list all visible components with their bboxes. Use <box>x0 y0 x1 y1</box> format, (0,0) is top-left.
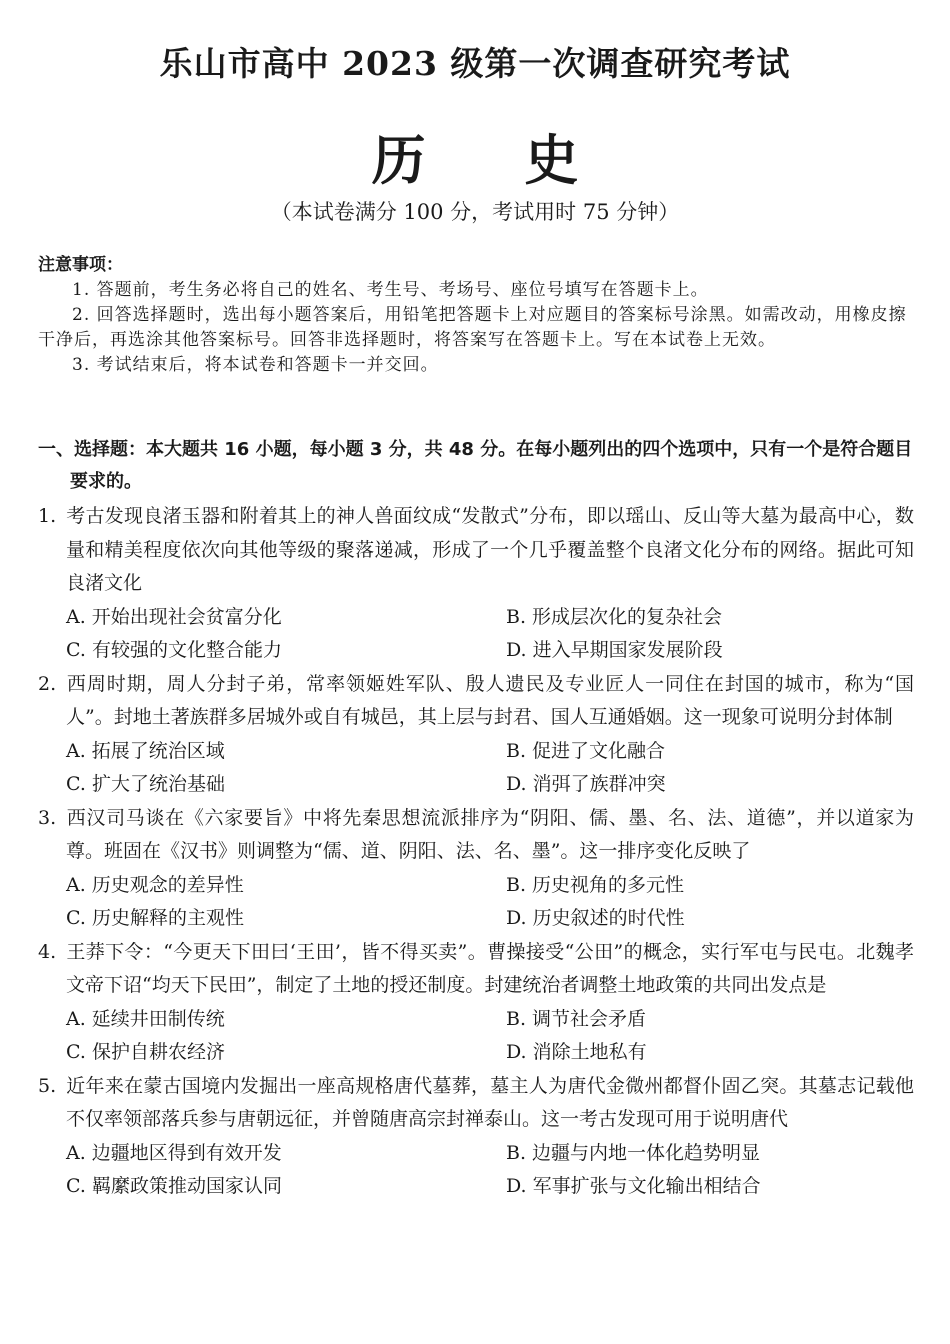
section-heading: 一、选择题：本大题共 16 小题，每小题 3 分，共 48 分。在每小题列出的四个选项中，只有一个是符合题目要求的。 <box>38 439 913 492</box>
option-a: A. 拓展了统治区域 <box>66 739 225 762</box>
option-c: C. 羁縻政策推动国家认同 <box>66 1175 282 1197</box>
option-d: D. 消弭了族群冲突 <box>506 773 666 795</box>
question-list <box>38 500 914 1204</box>
question-number: 1. <box>38 505 57 527</box>
exam-title: 乐山市高中 2023 级第一次调查研究考试 <box>159 44 791 83</box>
subject-title: 历 史 <box>371 128 619 192</box>
notes-heading: 注意事项： <box>38 255 123 275</box>
question-text: 王莽下令：“今更天下田曰‘王田’，皆不得买卖”。曹操接受“公田”的概念，实行军屯与民屯。北魏孝文帝下诏“均天下民田”，制定了土地的授还制度。封建统治者调整土地政策的共同出发点是 <box>66 940 914 996</box>
option-c: C. 扩大了统治基础 <box>66 773 225 795</box>
option-b: B. 调节社会矛盾 <box>506 1007 647 1030</box>
option-b: B. 边疆与内地一体化趋势明显 <box>506 1141 761 1164</box>
question-stem <box>38 668 914 735</box>
option-a: A. 延续井田制传统 <box>66 1007 225 1030</box>
question-4 <box>38 936 914 1070</box>
option-d: D. 消除土地私有 <box>506 1041 647 1063</box>
exam-info: （本试卷满分 100 分，考试用时 75 分钟） <box>270 200 680 224</box>
note-item: 3. 考试结束后，将本试卷和答题卡一并交回。 <box>72 355 439 375</box>
option-a: A. 历史观念的差异性 <box>66 873 244 896</box>
question-number: 3. <box>38 806 57 829</box>
option-b: B. 历史视角的多元性 <box>506 873 685 896</box>
question-text: 考古发现良渚玉器和附着其上的神人兽面纹成“发散式”分布，即以瑶山、反山等大墓为最高中心，数量和精美程度依次向其他等级的聚落递减，形成了一个几乎覆盖整个良渚文化分布的网络。据此可知良渚文化 <box>66 505 914 594</box>
option-list <box>38 1137 914 1204</box>
option-c: C. 有较强的文化整合能力 <box>66 639 282 661</box>
question-5 <box>38 1070 914 1204</box>
question-text: 西周时期，周人分封子弟，常率领姬姓军队、殷人遗民及专业匠人一同住在封国的城市，称为“国人”。封地土著族群多居城外或自有城邑，其上层与封君、国人互通婚姻。这一现象可说明分封体制 <box>66 672 914 728</box>
question-number: 5. <box>38 1074 57 1097</box>
option-a: A. 边疆地区得到有效开发 <box>66 1141 282 1164</box>
option-c: C. 保护自耕农经济 <box>66 1041 225 1063</box>
option-list <box>38 735 914 802</box>
question-2 <box>38 668 914 802</box>
option-list <box>38 1003 914 1070</box>
option-b: B. 促进了文化融合 <box>506 739 666 762</box>
question-stem <box>38 802 914 869</box>
option-c: C. 历史解释的主观性 <box>66 907 244 929</box>
option-a: A. 开始出现社会贫富分化 <box>66 605 282 628</box>
option-list <box>38 601 914 668</box>
page-bottom-crop <box>0 1288 950 1344</box>
question-stem <box>38 936 914 1003</box>
question-number: 4. <box>38 940 57 963</box>
question-number: 2. <box>38 672 57 695</box>
question-1 <box>38 500 914 668</box>
question-stem <box>38 1070 914 1137</box>
option-list <box>38 869 914 936</box>
question-stem <box>38 500 914 601</box>
question-text: 近年来在蒙古国境内发掘出一座高规格唐代墓葬，墓主人为唐代金微州都督仆固乙突。其墓志记载他不仅率领部落兵参与唐朝远征，并曾随唐高宗封禅泰山。这一考古发现可用于说明唐代 <box>66 1074 914 1130</box>
option-d: D. 进入早期国家发展阶段 <box>506 639 723 661</box>
option-b: B. 形成层次化的复杂社会 <box>506 605 723 628</box>
note-item: 2. 回答选择题时，选出每小题答案后，用铅笔把答题卡上对应题目的答案标号涂黑。如需改动，用橡皮擦干净后，再选涂其他答案标号。回答非选择题时，将答案写在答题卡上。写在本试卷上无效。 <box>38 305 907 350</box>
question-text: 西汉司马谈在《六家要旨》中将先秦思想流派排序为“阴阳、儒、墨、名、法、道德”，并以道家为尊。班固在《汉书》则调整为“儒、道、阴阳、法、名、墨”。这一排序变化反映了 <box>66 806 914 862</box>
option-d: D. 历史叙述的时代性 <box>506 907 685 929</box>
notes-block <box>38 253 912 378</box>
option-d: D. 军事扩张与文化输出相结合 <box>506 1175 761 1197</box>
question-3 <box>38 802 914 936</box>
note-item: 1. 答题前，考生务必将自己的姓名、考生号、考场号、座位号填写在答题卡上。 <box>72 280 709 300</box>
